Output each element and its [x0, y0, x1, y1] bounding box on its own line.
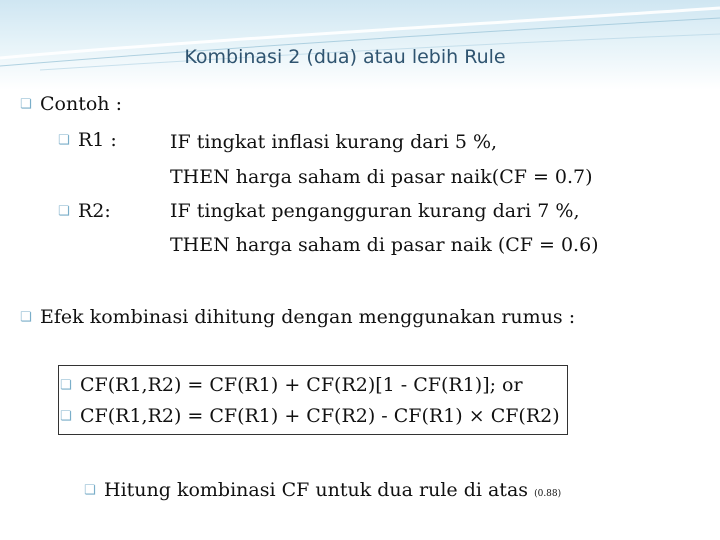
- contoh-bullet: [20, 92, 122, 117]
- bullet-icon: ❏: [60, 409, 72, 424]
- contoh-label: Contoh :: [40, 93, 122, 115]
- rule-2-label-line: [58, 199, 111, 224]
- formula-2-line: [60, 404, 560, 429]
- hitung-text: Hitung kombinasi CF untuk dua rule di atas: [104, 479, 529, 501]
- bullet-icon: ❏: [20, 310, 32, 325]
- header-swoosh-decoration: [0, 0, 720, 90]
- efek-text: Efek kombinasi dihitung dengan menggunakan rumus :: [40, 306, 576, 328]
- formula-2: CF(R1,R2) = CF(R1) + CF(R2) - CF(R1) × CF(R2): [80, 405, 560, 427]
- rule-1-label-line: [58, 128, 117, 153]
- bullet-icon: ❏: [58, 133, 70, 148]
- bullet-icon: ❏: [84, 483, 96, 498]
- rule-2-if: IF tingkat pengangguran kurang dari 7 %,: [170, 200, 580, 222]
- rule-1-if: IF tingkat inflasi kurang dari 5 %,: [170, 131, 498, 153]
- rule-1-label: R1 :: [78, 129, 117, 151]
- hitung-answer: (0.88): [534, 489, 562, 499]
- formula-1: CF(R1,R2) = CF(R1) + CF(R2)[1 - CF(R1)]; or: [80, 374, 523, 396]
- bullet-icon: ❏: [58, 204, 70, 219]
- formula-1-line: [60, 373, 523, 398]
- rule-2-then: THEN harga saham di pasar naik (CF = 0.6): [170, 234, 599, 256]
- bullet-icon: ❏: [20, 97, 32, 112]
- efek-bullet: [20, 305, 575, 330]
- hitung-line: [84, 478, 561, 506]
- rule-1-then: THEN harga saham di pasar naik(CF = 0.7): [170, 166, 593, 188]
- rule-2-label: R2:: [78, 200, 111, 222]
- bullet-icon: ❏: [60, 378, 72, 393]
- slide-title: Kombinasi 2 (dua) atau lebih Rule: [184, 46, 506, 68]
